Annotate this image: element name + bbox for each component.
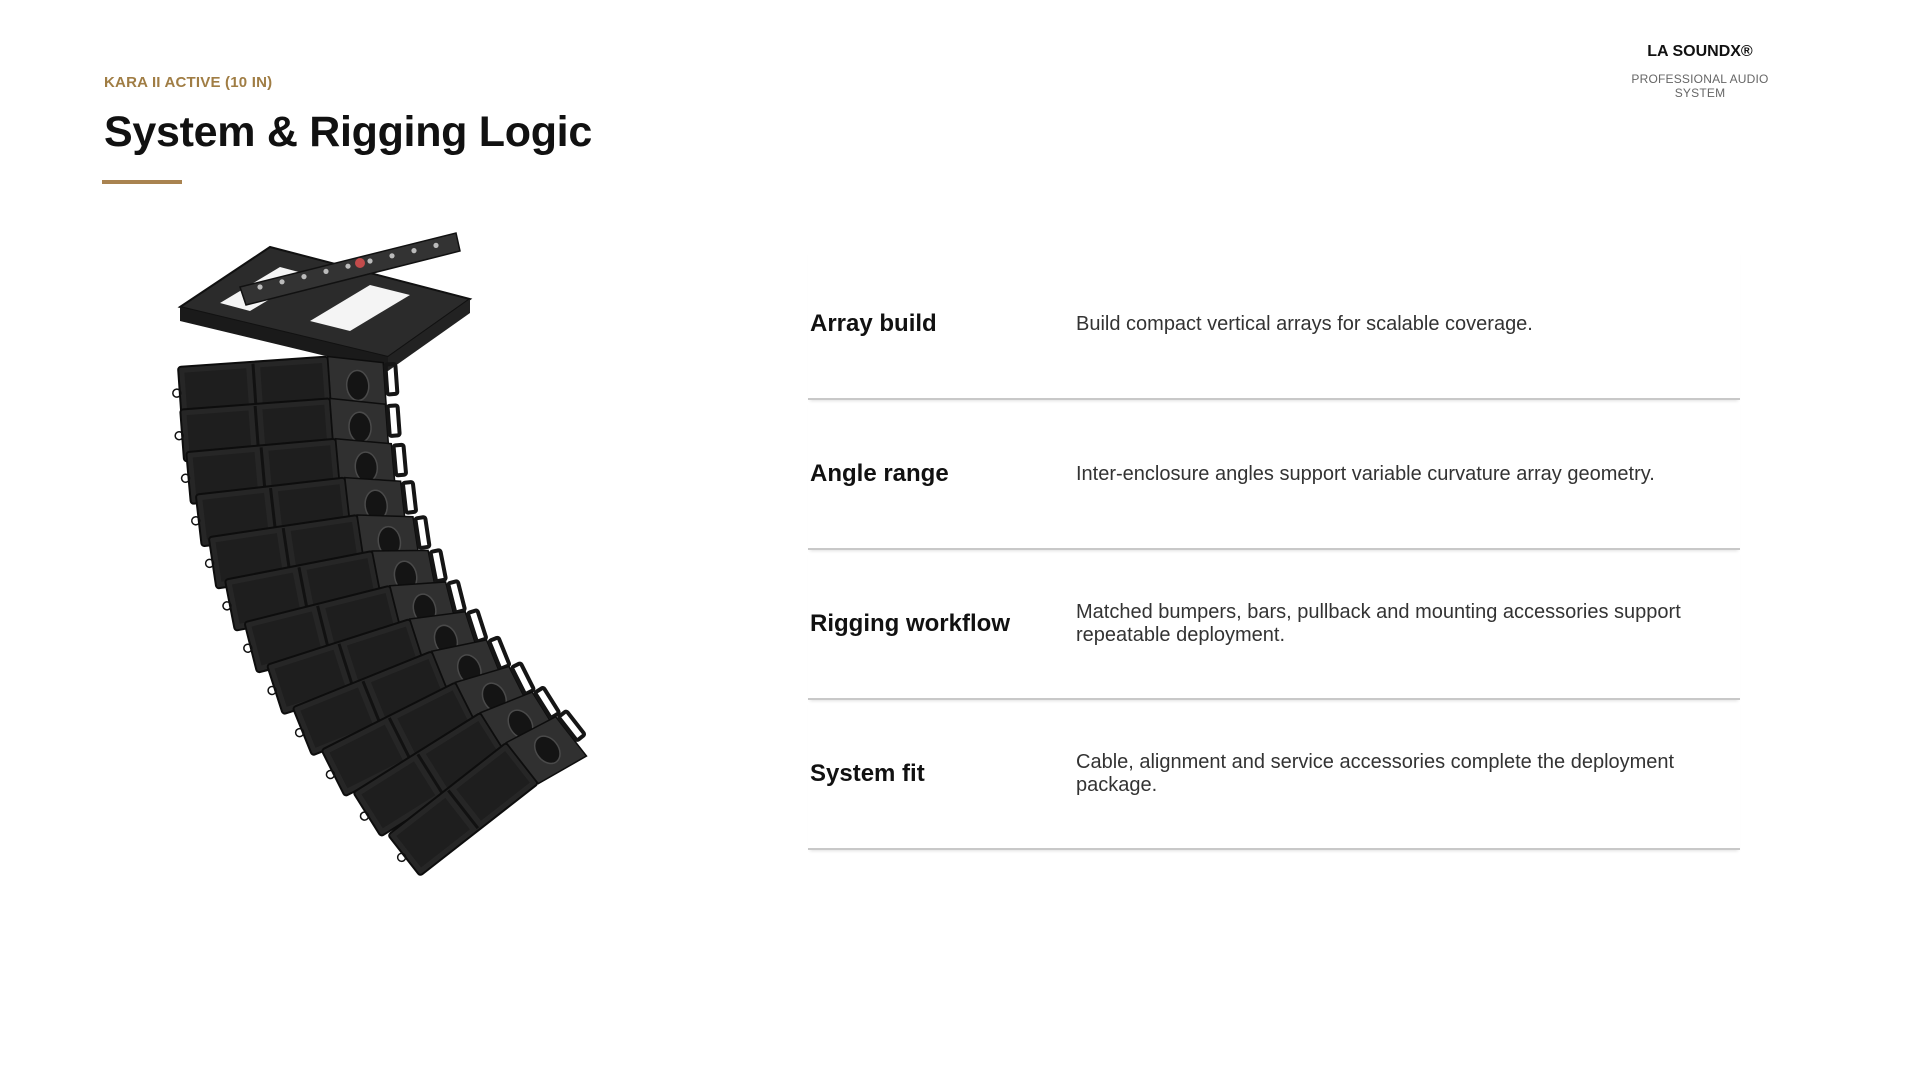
brand-name: LA SOUNDX®	[1647, 43, 1753, 60]
product-image	[160, 225, 640, 970]
spec-description: Cable, alignment and service accessories complete the deployment package.	[1076, 751, 1675, 796]
spec-row	[808, 400, 1740, 550]
spec-row	[808, 700, 1740, 850]
spec-label: System fit	[810, 760, 925, 787]
rigging-bumper	[180, 233, 470, 371]
page-title: System & Rigging Logic	[104, 108, 592, 156]
spec-label: Array build	[810, 310, 937, 337]
spec-row	[808, 550, 1740, 700]
spec-label: Rigging workflow	[810, 610, 1010, 637]
spec-label: Angle range	[810, 460, 949, 487]
brand-tagline: PROFESSIONAL AUDIO SYSTEM	[1631, 72, 1769, 100]
spec-row	[808, 250, 1740, 400]
spec-list	[808, 250, 1740, 850]
title-underline	[102, 180, 182, 184]
spec-description: Matched bumpers, bars, pullback and mounting accessories support repeatable deployment.	[1076, 601, 1681, 646]
line-array-illustration	[160, 225, 640, 970]
brand-block	[1480, 40, 1780, 100]
spec-description: Inter-enclosure angles support variable curvature array geometry.	[1076, 462, 1655, 485]
spec-description: Build compact vertical arrays for scalable coverage.	[1076, 312, 1533, 335]
eyebrow-label: KARA II ACTIVE (10 IN)	[104, 74, 273, 91]
